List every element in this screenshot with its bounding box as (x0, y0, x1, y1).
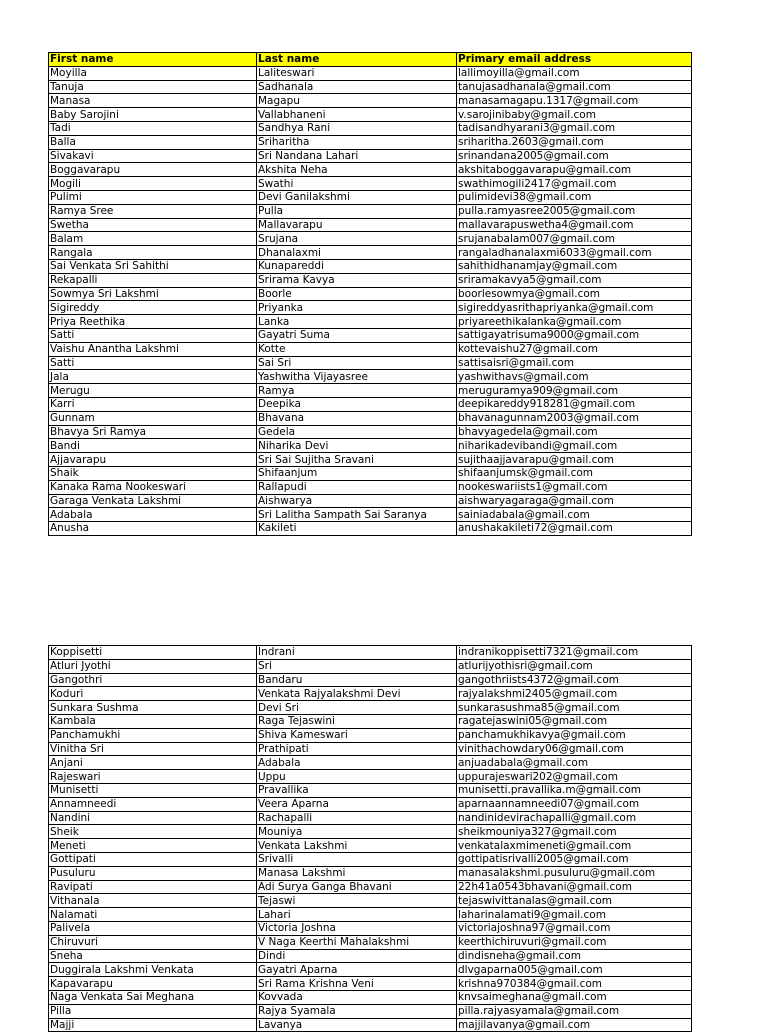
email-cell: vinithachowdary06@gmail.com (457, 742, 692, 756)
first-name-cell: Bhavya Sri Ramya (49, 425, 257, 439)
table-row (49, 522, 692, 536)
email-cell: krishna970384@gmail.com (457, 977, 692, 991)
first-name-cell: Sowmya Sri Lakshmi (49, 287, 257, 301)
last-name-cell: Venkata Lakshmi (257, 839, 457, 853)
last-name-cell: Mallavarapu (257, 218, 457, 232)
first-name-cell: Kapavarapu (49, 977, 257, 991)
table-row (49, 728, 692, 742)
first-name-cell: Swetha (49, 218, 257, 232)
first-name-cell: Satti (49, 328, 257, 342)
last-name-cell: Kakileti (257, 522, 457, 536)
first-name-cell: Sigireddy (49, 301, 257, 315)
table-row (49, 714, 692, 728)
first-name-cell: Rajeswari (49, 770, 257, 784)
email-cell: anushakakileti72@gmail.com (457, 522, 692, 536)
email-cell: tanujasadhanala@gmail.com (457, 80, 692, 94)
email-cell: victoriajoshna97@gmail.com (457, 921, 692, 935)
last-name-cell: Vallabhaneni (257, 108, 457, 122)
first-name-cell: Anusha (49, 522, 257, 536)
email-cell: bhavyagedela@gmail.com (457, 425, 692, 439)
first-name-cell: Tadi (49, 121, 257, 135)
first-name-cell: Rekapalli (49, 273, 257, 287)
email-cell: pilla.rajyasyamala@gmail.com (457, 1004, 692, 1018)
table-row (49, 783, 692, 797)
table-row (49, 852, 692, 866)
email-cell: sheikmouniya327@gmail.com (457, 825, 692, 839)
email-cell: lallimoyilla@gmail.com (457, 66, 692, 80)
table-row (49, 839, 692, 853)
first-name-cell: Balam (49, 232, 257, 246)
first-name-cell: Manasa (49, 94, 257, 108)
table-row (49, 963, 692, 977)
last-name-cell: Gayatri Aparna (257, 963, 457, 977)
contacts-table-2 (48, 645, 692, 1032)
first-name-cell: Sunkara Sushma (49, 701, 257, 715)
email-cell: 22h41a0543bhavani@gmail.com (457, 880, 692, 894)
first-name-cell: Munisetti (49, 783, 257, 797)
first-name-cell: Gunnam (49, 411, 257, 425)
email-cell: dlvgaparna005@gmail.com (457, 963, 692, 977)
last-name-cell: Srujana (257, 232, 457, 246)
email-cell: uppurajeswari202@gmail.com (457, 770, 692, 784)
table-row (49, 108, 692, 122)
table-row (49, 880, 692, 894)
email-cell: deepikareddy918281@gmail.com (457, 397, 692, 411)
first-name-cell: Pilla (49, 1004, 257, 1018)
first-name-cell: Gangothri (49, 673, 257, 687)
first-name-cell: Nandini (49, 811, 257, 825)
last-name-cell: Laliteswari (257, 66, 457, 80)
last-name-cell: Aishwarya (257, 494, 457, 508)
last-name-cell: Manasa Lakshmi (257, 866, 457, 880)
first-name-cell: Kambala (49, 714, 257, 728)
last-name-cell: Akshita Neha (257, 163, 457, 177)
email-cell: tejaswivittanalas@gmail.com (457, 894, 692, 908)
email-cell: sriharitha.2603@gmail.com (457, 135, 692, 149)
email-cell: gangothriists4372@gmail.com (457, 673, 692, 687)
last-name-cell: Dhanalaxmi (257, 246, 457, 260)
table-row (49, 977, 692, 991)
email-cell: pulla.ramyasree2005@gmail.com (457, 204, 692, 218)
last-name-cell: Yashwitha Vijayasree (257, 370, 457, 384)
first-name-cell: Jala (49, 370, 257, 384)
email-cell: ragatejaswini05@gmail.com (457, 714, 692, 728)
last-name-cell: Shifaanjum (257, 466, 457, 480)
email-cell: venkatalaxmimeneti@gmail.com (457, 839, 692, 853)
contacts-table-1 (48, 52, 692, 536)
email-cell: keerthichiruvuri@gmail.com (457, 935, 692, 949)
table-row (49, 177, 692, 191)
last-name-cell: Sadhanala (257, 80, 457, 94)
email-cell: laharinalamati9@gmail.com (457, 908, 692, 922)
last-name-cell: Sri Lalitha Sampath Sai Saranya (257, 508, 457, 522)
first-name-cell: Meneti (49, 839, 257, 853)
header-row (49, 53, 692, 67)
last-name-cell: Shiva Kameswari (257, 728, 457, 742)
first-name-cell: Annamneedi (49, 797, 257, 811)
table-row (49, 701, 692, 715)
first-name-cell: Satti (49, 356, 257, 370)
first-name-cell: Vithanala (49, 894, 257, 908)
email-cell: srinandana2005@gmail.com (457, 149, 692, 163)
table-row (49, 646, 692, 660)
last-name-cell: V Naga Keerthi Mahalakshmi (257, 935, 457, 949)
last-name-cell: Rachapalli (257, 811, 457, 825)
last-name-cell: Uppu (257, 770, 457, 784)
table-row (49, 866, 692, 880)
table-row (49, 246, 692, 260)
first-name-cell: Nalamati (49, 908, 257, 922)
table-row (49, 811, 692, 825)
email-cell: srujanabalam007@gmail.com (457, 232, 692, 246)
table-row (49, 797, 692, 811)
first-name-cell: Majji (49, 1018, 257, 1032)
first-name-cell: Anjani (49, 756, 257, 770)
first-name-cell: Sneha (49, 949, 257, 963)
email-cell: sainiadabala@gmail.com (457, 508, 692, 522)
first-name-cell: Sheik (49, 825, 257, 839)
first-name-cell: Chiruvuri (49, 935, 257, 949)
table-row (49, 301, 692, 315)
last-name-cell: Sri Sai Sujitha Sravani (257, 453, 457, 467)
email-cell: sattigayatrisuma9000@gmail.com (457, 328, 692, 342)
table-row (49, 508, 692, 522)
email-cell: knvsaimeghana@gmail.com (457, 990, 692, 1004)
table-row (49, 659, 692, 673)
table-row (49, 439, 692, 453)
email-cell: sahithidhanamjay@gmail.com (457, 259, 692, 273)
email-cell: manasalakshmi.pusuluru@gmail.com (457, 866, 692, 880)
first-name-cell: Adabala (49, 508, 257, 522)
first-name-cell: Vaishu Anantha Lakshmi (49, 342, 257, 356)
email-cell: sattisaisri@gmail.com (457, 356, 692, 370)
last-name-cell: Deepika (257, 397, 457, 411)
table-row (49, 742, 692, 756)
last-name-cell: Sandhya Rani (257, 121, 457, 135)
email-cell: sunkarasushma85@gmail.com (457, 701, 692, 715)
last-name-cell: Dindi (257, 949, 457, 963)
last-name-cell: Victoria Joshna (257, 921, 457, 935)
first-name-cell: Merugu (49, 384, 257, 398)
table-row (49, 384, 692, 398)
last-name-cell: Srivalli (257, 852, 457, 866)
last-name-cell: Venkata Rajyalakshmi Devi (257, 687, 457, 701)
first-name-cell: Duggirala Lakshmi Venkata (49, 963, 257, 977)
last-name-cell: Devi Sri (257, 701, 457, 715)
email-cell: rangaladhanalaxmi6033@gmail.com (457, 246, 692, 260)
email-cell: aparnaannamneedi07@gmail.com (457, 797, 692, 811)
header-email: Primary email address (457, 53, 692, 67)
first-name-cell: Koppisetti (49, 646, 257, 660)
table-row (49, 825, 692, 839)
first-name-cell: Balla (49, 135, 257, 149)
email-cell: tadisandhyarani3@gmail.com (457, 121, 692, 135)
first-name-cell: Garaga Venkata Lakshmi (49, 494, 257, 508)
first-name-cell: Gottipati (49, 852, 257, 866)
last-name-cell: Kotte (257, 342, 457, 356)
first-name-cell: Panchamukhi (49, 728, 257, 742)
last-name-cell: Rajya Syamala (257, 1004, 457, 1018)
last-name-cell: Adabala (257, 756, 457, 770)
email-cell: aishwaryagaraga@gmail.com (457, 494, 692, 508)
table-row (49, 921, 692, 935)
email-cell: majjilavanya@gmail.com (457, 1018, 692, 1032)
email-cell: bhavanagunnam2003@gmail.com (457, 411, 692, 425)
email-cell: v.sarojinibaby@gmail.com (457, 108, 692, 122)
first-name-cell: Baby Sarojini (49, 108, 257, 122)
email-cell: atlurijyothisri@gmail.com (457, 659, 692, 673)
email-cell: boorlesowmya@gmail.com (457, 287, 692, 301)
first-name-cell: Ajjavarapu (49, 453, 257, 467)
first-name-cell: Ramya Sree (49, 204, 257, 218)
first-name-cell: Boggavarapu (49, 163, 257, 177)
email-cell: sigireddyasrithapriyanka@gmail.com (457, 301, 692, 315)
last-name-cell: Srirama Kavya (257, 273, 457, 287)
email-cell: pulimidevi38@gmail.com (457, 190, 692, 204)
first-name-cell: Koduri (49, 687, 257, 701)
header-last-name: Last name (257, 53, 457, 67)
table-row (49, 190, 692, 204)
last-name-cell: Raga Tejaswini (257, 714, 457, 728)
table-row (49, 756, 692, 770)
table-row (49, 480, 692, 494)
table-row (49, 908, 692, 922)
first-name-cell: Mogili (49, 177, 257, 191)
last-name-cell: Gayatri Suma (257, 328, 457, 342)
table-row (49, 397, 692, 411)
table-row (49, 135, 692, 149)
table-row (49, 121, 692, 135)
table-row (49, 315, 692, 329)
first-name-cell: Karri (49, 397, 257, 411)
table-row (49, 687, 692, 701)
email-cell: indranikoppisetti7321@gmail.com (457, 646, 692, 660)
email-cell: rajyalakshmi2405@gmail.com (457, 687, 692, 701)
last-name-cell: Adi Surya Ganga Bhavani (257, 880, 457, 894)
last-name-cell: Gedela (257, 425, 457, 439)
table-row (49, 356, 692, 370)
first-name-cell: Palivela (49, 921, 257, 935)
email-cell: swathimogili2417@gmail.com (457, 177, 692, 191)
table-row (49, 411, 692, 425)
first-name-cell: Rangala (49, 246, 257, 260)
last-name-cell: Swathi (257, 177, 457, 191)
last-name-cell: Sriharitha (257, 135, 457, 149)
email-cell: shifaanjumsk@gmail.com (457, 466, 692, 480)
first-name-cell: Kanaka Rama Nookeswari (49, 480, 257, 494)
first-name-cell: Pusuluru (49, 866, 257, 880)
last-name-cell: Sri Nandana Lahari (257, 149, 457, 163)
table-row (49, 1004, 692, 1018)
last-name-cell: Priyanka (257, 301, 457, 315)
email-cell: sujithaajjavarapu@gmail.com (457, 453, 692, 467)
table-row (49, 935, 692, 949)
email-cell: manasamagapu.1317@gmail.com (457, 94, 692, 108)
last-name-cell: Rallapudi (257, 480, 457, 494)
last-name-cell: Lanka (257, 315, 457, 329)
last-name-cell: Mouniya (257, 825, 457, 839)
table-row (49, 94, 692, 108)
table-row (49, 80, 692, 94)
last-name-cell: Lahari (257, 908, 457, 922)
email-cell: nandinidevirachapalli@gmail.com (457, 811, 692, 825)
table-row (49, 273, 692, 287)
table-row (49, 370, 692, 384)
email-cell: anjuadabala@gmail.com (457, 756, 692, 770)
last-name-cell: Veera Aparna (257, 797, 457, 811)
email-cell: gottipatisrivalli2005@gmail.com (457, 852, 692, 866)
last-name-cell: Bhavana (257, 411, 457, 425)
first-name-cell: Naga Venkata Sai Meghana (49, 990, 257, 1004)
last-name-cell: Kunapareddi (257, 259, 457, 273)
table-row (49, 494, 692, 508)
last-name-cell: Kovvada (257, 990, 457, 1004)
last-name-cell: Ramya (257, 384, 457, 398)
email-cell: dindisneha@gmail.com (457, 949, 692, 963)
table-row (49, 990, 692, 1004)
first-name-cell: Vinitha Sri (49, 742, 257, 756)
email-cell: meruguramya909@gmail.com (457, 384, 692, 398)
table-row (49, 894, 692, 908)
last-name-cell: Magapu (257, 94, 457, 108)
header-first-name: First name (49, 53, 257, 67)
first-name-cell: Sai Venkata Sri Sahithi (49, 259, 257, 273)
email-cell: sriramakavya5@gmail.com (457, 273, 692, 287)
table-row (49, 163, 692, 177)
first-name-cell: Atluri Jyothi (49, 659, 257, 673)
first-name-cell: Pulimi (49, 190, 257, 204)
email-cell: munisetti.pravallika.m@gmail.com (457, 783, 692, 797)
email-cell: akshitaboggavarapu@gmail.com (457, 163, 692, 177)
first-name-cell: Priya Reethika (49, 315, 257, 329)
table-row (49, 673, 692, 687)
last-name-cell: Pravallika (257, 783, 457, 797)
table-row (49, 259, 692, 273)
first-name-cell: Shaik (49, 466, 257, 480)
last-name-cell: Boorle (257, 287, 457, 301)
email-cell: nookeswariists1@gmail.com (457, 480, 692, 494)
table-row (49, 66, 692, 80)
email-cell: kottevaishu27@gmail.com (457, 342, 692, 356)
first-name-cell: Ravipati (49, 880, 257, 894)
last-name-cell: Niharika Devi (257, 439, 457, 453)
table-row (49, 232, 692, 246)
table-row (49, 453, 692, 467)
last-name-cell: Tejaswi (257, 894, 457, 908)
table-row (49, 149, 692, 163)
table-row (49, 949, 692, 963)
table-row (49, 770, 692, 784)
last-name-cell: Sai Sri (257, 356, 457, 370)
first-name-cell: Sivakavi (49, 149, 257, 163)
last-name-cell: Indrani (257, 646, 457, 660)
table-row (49, 425, 692, 439)
email-cell: priyareethikalanka@gmail.com (457, 315, 692, 329)
last-name-cell: Bandaru (257, 673, 457, 687)
last-name-cell: Sri (257, 659, 457, 673)
table-row (49, 204, 692, 218)
table-row (49, 218, 692, 232)
last-name-cell: Lavanya (257, 1018, 457, 1032)
table-row (49, 466, 692, 480)
first-name-cell: Bandi (49, 439, 257, 453)
last-name-cell: Devi Ganilakshmi (257, 190, 457, 204)
table-row (49, 328, 692, 342)
email-cell: panchamukhikavya@gmail.com (457, 728, 692, 742)
last-name-cell: Sri Rama Krishna Veni (257, 977, 457, 991)
email-cell: mallavarapuswetha4@gmail.com (457, 218, 692, 232)
email-cell: yashwithavs@gmail.com (457, 370, 692, 384)
email-cell: niharikadevibandi@gmail.com (457, 439, 692, 453)
first-name-cell: Moyilla (49, 66, 257, 80)
last-name-cell: Pulla (257, 204, 457, 218)
last-name-cell: Prathipati (257, 742, 457, 756)
table-row (49, 1018, 692, 1032)
table-row (49, 342, 692, 356)
table-row (49, 287, 692, 301)
first-name-cell: Tanuja (49, 80, 257, 94)
